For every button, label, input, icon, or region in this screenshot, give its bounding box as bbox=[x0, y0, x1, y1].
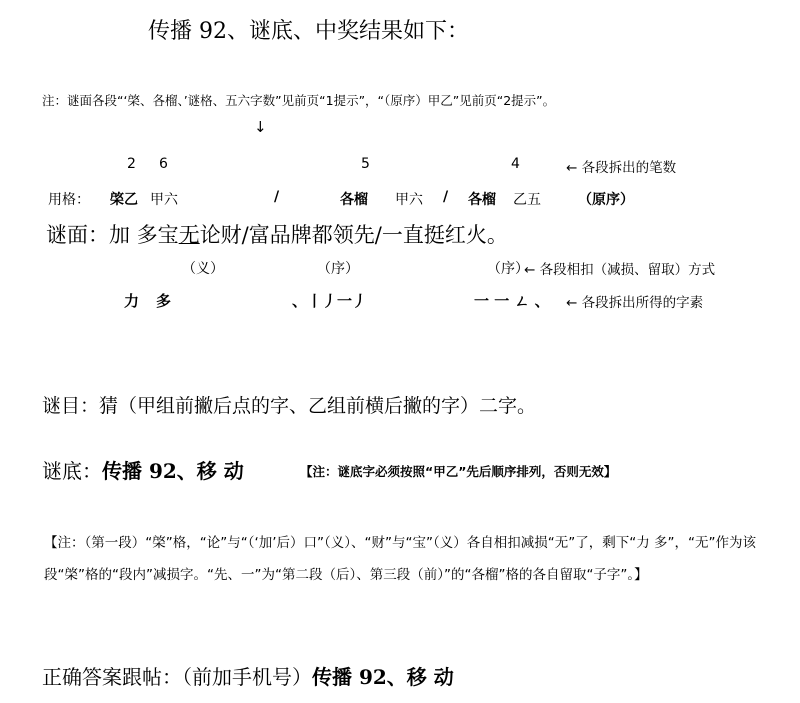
answer-value: 传播 92、移 动 bbox=[102, 459, 244, 483]
usage-item: 各榴 bbox=[340, 192, 368, 208]
explanation-note: 【注：（第一段）“棨”格，“论”与“（‘加’后）口”（义）、“财”与“宝”（义）各自相扣减损“无”了，剩下“力 多”，“无”作为该段“棨”格的“段内”减损字。“先、一”为“第二段（后）、第三段（前）”的“各榴”格的各自留取“子字”。】 bbox=[44, 535, 757, 583]
stroke-count: 2 bbox=[127, 156, 136, 172]
stroke-count: 5 bbox=[361, 156, 370, 172]
stroke-count: 4 bbox=[511, 156, 520, 172]
followup-line bbox=[42, 661, 454, 690]
part-glyph: 、丨丿一丿 bbox=[292, 292, 368, 310]
mode-tag: （序） bbox=[487, 261, 529, 277]
part-glyph: 多 bbox=[156, 292, 172, 310]
usage-item: 甲六 bbox=[395, 192, 423, 208]
riddle-text bbox=[46, 219, 508, 249]
riddle-target: 谜目：猜（甲组前撇后点的字、乙组前横后撇的字）二字。 bbox=[42, 395, 537, 417]
riddle-suffix: 论财/富品牌都领先/一直挺红火。 bbox=[199, 223, 508, 247]
usage-item: 各榴 bbox=[468, 192, 496, 208]
page-title: 传播 92、谜底、中奖结果如下： bbox=[148, 19, 469, 44]
part-glyph: 一 一 ㄥ 、 bbox=[474, 292, 550, 310]
usage-label: 用格： bbox=[48, 192, 90, 208]
hint-note: 注：谜面各段“‘棨、各榴、’谜格、五六字数”见前页“1提示”，“（原序）甲乙”见前页“2提示”。 bbox=[42, 93, 556, 108]
usage-item: （原序） bbox=[578, 192, 634, 208]
usage-item: 甲六 bbox=[150, 192, 178, 208]
mode-tag: （义） bbox=[182, 261, 224, 277]
followup-prefix: 正确答案跟帖：（前加手机号） bbox=[42, 665, 312, 689]
parts-label: ← 各段拆出所得的字素 bbox=[566, 295, 704, 311]
usage-item: 乙五 bbox=[513, 192, 541, 208]
stroke-count: 6 bbox=[159, 156, 168, 172]
part-glyph: 力 bbox=[124, 292, 140, 310]
usage-separator: / bbox=[274, 189, 280, 205]
answer-prefix: 谜底： bbox=[42, 459, 102, 483]
riddle-underlined-char: 无 bbox=[178, 223, 200, 247]
mode-tag: （序） bbox=[317, 261, 359, 277]
down-arrow-icon: ↓ bbox=[254, 118, 267, 136]
mode-label: ← 各段相扣（减损、留取）方式 bbox=[524, 262, 716, 278]
stroke-count-label: ← 各段拆出的笔数 bbox=[566, 160, 677, 176]
usage-separator: / bbox=[443, 189, 449, 205]
riddle-prefix: 谜面：加 多宝 bbox=[46, 223, 179, 247]
answer-line bbox=[42, 455, 244, 484]
usage-item: 棨乙 bbox=[110, 192, 138, 208]
followup-value: 传播 92、移 动 bbox=[312, 665, 454, 689]
answer-note: 【注：谜底字必须按照“甲乙”先后顺序排列，否则无效】 bbox=[300, 464, 617, 479]
